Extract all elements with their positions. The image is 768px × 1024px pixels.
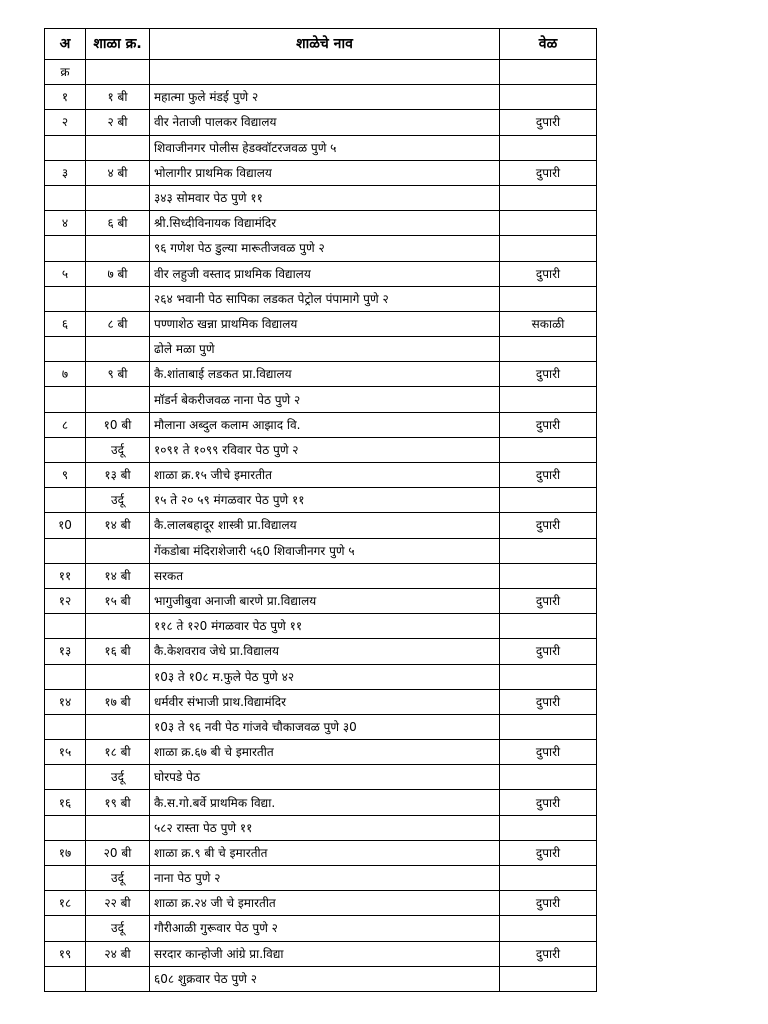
session-time-cell: दुपारी	[500, 362, 597, 387]
school-code-cell: उर्दू	[86, 437, 150, 462]
school-code-cell: १७ बी	[86, 689, 150, 714]
school-code-cell: ८ बी	[86, 311, 150, 336]
table-row	[45, 488, 597, 513]
serial-cell: २	[45, 110, 86, 135]
session-time-cell: दुपारी	[500, 513, 597, 538]
serial-cell	[45, 614, 86, 639]
school-code-cell	[86, 966, 150, 991]
school-code-cell	[86, 538, 150, 563]
table-row	[45, 160, 597, 185]
serial-cell	[45, 387, 86, 412]
school-name-cell: भागुजीबुवा अनाजी बारणे प्रा.विद्यालय	[150, 588, 500, 613]
serial-cell: १४	[45, 689, 86, 714]
session-time-cell	[500, 236, 597, 261]
school-code-cell: उर्दू	[86, 765, 150, 790]
school-name-cell: धर्मवीर संभाजी प्राथ.विद्यामंदिर	[150, 689, 500, 714]
school-name-cell: शाळा क्र.६७ बी चे इमारतीत	[150, 740, 500, 765]
school-name-cell: पण्णाशेठ खन्ना प्राथमिक विद्यालय	[150, 311, 500, 336]
serial-cell: १६	[45, 790, 86, 815]
school-name-cell: शिवाजीनगर पोलीस हेडक्वॉटरजवळ पुणे ५	[150, 135, 500, 160]
session-time-cell: दुपारी	[500, 110, 597, 135]
school-code-cell: उर्दू	[86, 866, 150, 891]
serial-cell	[45, 916, 86, 941]
school-name-cell: १०९१ ते १०९९ रविवार पेठ पुणे २	[150, 437, 500, 462]
school-name-cell: ११८ ते १२0 मंगळवार पेठ पुणे ११	[150, 614, 500, 639]
school-name-cell: ५८२ रास्ता पेठ पुणे ११	[150, 815, 500, 840]
school-code-cell	[86, 135, 150, 160]
serial-cell: १0	[45, 513, 86, 538]
table-row	[45, 815, 597, 840]
table-row	[45, 765, 597, 790]
school-code-cell: ४ बी	[86, 160, 150, 185]
school-name-cell: ९६ गणेश पेठ डुल्या मारूतीजवळ पुणे २	[150, 236, 500, 261]
session-time-cell	[500, 563, 597, 588]
school-code-cell: उर्दू	[86, 916, 150, 941]
school-name-cell: शाळा क्र.१५ जीचे इमारतीत	[150, 463, 500, 488]
table-row	[45, 563, 597, 588]
school-name-cell: सरकत	[150, 563, 500, 588]
school-code-cell: १४ बी	[86, 513, 150, 538]
session-time-cell: दुपारी	[500, 261, 597, 286]
session-time-cell	[500, 437, 597, 462]
session-time-cell	[500, 765, 597, 790]
table-row	[45, 412, 597, 437]
school-name-cell: ३४३ सोमवार पेठ पुणे ११	[150, 185, 500, 210]
serial-cell: १	[45, 85, 86, 110]
serial-cell: ११	[45, 563, 86, 588]
table-row	[45, 85, 597, 110]
serial-cell: ९	[45, 463, 86, 488]
school-code-cell	[86, 614, 150, 639]
table-row	[45, 236, 597, 261]
table-row	[45, 311, 597, 336]
table-row	[45, 261, 597, 286]
table-row	[45, 387, 597, 412]
school-name-cell: घोरपडे पेठ	[150, 765, 500, 790]
session-time-cell: दुपारी	[500, 941, 597, 966]
session-time-cell: सकाळी	[500, 311, 597, 336]
school-code-cell	[86, 337, 150, 362]
session-time-cell: दुपारी	[500, 588, 597, 613]
table-row	[45, 588, 597, 613]
school-name-cell	[150, 60, 500, 85]
session-time-cell: दुपारी	[500, 740, 597, 765]
serial-cell	[45, 488, 86, 513]
session-time-cell: दुपारी	[500, 463, 597, 488]
serial-cell: ७	[45, 362, 86, 387]
school-code-cell: २ बी	[86, 110, 150, 135]
school-name-cell: भोलागीर प्राथमिक विद्यालय	[150, 160, 500, 185]
session-time-cell	[500, 714, 597, 739]
table-row	[45, 135, 597, 160]
school-name-cell: वीर लहुजी वस्ताद प्राथमिक विद्यालय	[150, 261, 500, 286]
session-time-cell	[500, 60, 597, 85]
session-time-cell: दुपारी	[500, 160, 597, 185]
header-session-time: वेळ	[500, 29, 597, 60]
table-row	[45, 664, 597, 689]
table-row	[45, 614, 597, 639]
session-time-cell	[500, 488, 597, 513]
session-time-cell	[500, 966, 597, 991]
school-code-cell: १६ बी	[86, 639, 150, 664]
serial-cell: क्र	[45, 60, 86, 85]
serial-cell	[45, 437, 86, 462]
serial-cell: १८	[45, 891, 86, 916]
serial-cell: ३	[45, 160, 86, 185]
school-code-cell: १४ बी	[86, 563, 150, 588]
school-list-table	[44, 28, 597, 992]
school-code-cell: १ बी	[86, 85, 150, 110]
school-code-cell	[86, 60, 150, 85]
school-code-cell: ६ बी	[86, 211, 150, 236]
serial-cell	[45, 966, 86, 991]
session-time-cell	[500, 866, 597, 891]
school-list-body	[45, 29, 597, 992]
header-school-code: शाळा क्र.	[86, 29, 150, 60]
school-name-cell: १0३ ते १0८ म.फुले पेठ पुणे ४२	[150, 664, 500, 689]
school-name-cell: ढोले मळा पुणे	[150, 337, 500, 362]
table-row	[45, 211, 597, 236]
table-row	[45, 362, 597, 387]
school-name-cell: कै.केशवराव जेधे प्रा.विद्यालय	[150, 639, 500, 664]
serial-cell	[45, 286, 86, 311]
header-serial: अ	[45, 29, 86, 60]
school-code-cell	[86, 185, 150, 210]
session-time-cell: दुपारी	[500, 412, 597, 437]
school-name-cell: महात्मा फुले मंडई पुणे २	[150, 85, 500, 110]
serial-cell	[45, 765, 86, 790]
school-name-cell: १५ ते २० ५९ मंगळवार पेठ पुणे ११	[150, 488, 500, 513]
table-row	[45, 966, 597, 991]
session-time-cell	[500, 538, 597, 563]
school-name-cell: शाळा क्र.९ बी चे इमारतीत	[150, 840, 500, 865]
school-code-cell	[86, 815, 150, 840]
school-name-cell: वीर नेताजी पालकर विद्यालय	[150, 110, 500, 135]
session-time-cell	[500, 211, 597, 236]
school-name-cell: १0३ ते ९६ नवी पेठ गांजवे चौकाजवळ पुणे ३0	[150, 714, 500, 739]
table-row	[45, 437, 597, 462]
school-code-cell	[86, 664, 150, 689]
serial-cell: ८	[45, 412, 86, 437]
serial-cell	[45, 866, 86, 891]
school-code-cell: २२ बी	[86, 891, 150, 916]
table-row	[45, 463, 597, 488]
table-row	[45, 941, 597, 966]
table-header-row	[45, 29, 597, 60]
header-school-name: शाळेचे नाव	[150, 29, 500, 60]
table-row	[45, 513, 597, 538]
school-code-cell: २४ बी	[86, 941, 150, 966]
table-row	[45, 891, 597, 916]
table-row	[45, 286, 597, 311]
session-time-cell: दुपारी	[500, 891, 597, 916]
serial-cell	[45, 185, 86, 210]
school-code-cell: १८ बी	[86, 740, 150, 765]
table-row	[45, 714, 597, 739]
school-name-cell: कै.लालबहादूर शास्त्री प्रा.विद्यालय	[150, 513, 500, 538]
school-code-cell: २0 बी	[86, 840, 150, 865]
session-time-cell	[500, 337, 597, 362]
session-time-cell	[500, 815, 597, 840]
session-time-cell	[500, 85, 597, 110]
school-name-cell: गेंकडोबा मंदिराशेजारी ५६0 शिवाजीनगर पुणे ५	[150, 538, 500, 563]
school-code-cell	[86, 236, 150, 261]
school-code-cell	[86, 387, 150, 412]
table-row	[45, 916, 597, 941]
table-row	[45, 538, 597, 563]
table-row	[45, 740, 597, 765]
school-code-cell	[86, 286, 150, 311]
table-row	[45, 866, 597, 891]
serial-cell: १७	[45, 840, 86, 865]
serial-cell	[45, 337, 86, 362]
session-time-cell	[500, 916, 597, 941]
school-name-cell: मौलाना अब्दुल कलाम आझाद वि.	[150, 412, 500, 437]
school-code-cell: १0 बी	[86, 412, 150, 437]
serial-cell	[45, 538, 86, 563]
table-row	[45, 639, 597, 664]
serial-cell	[45, 236, 86, 261]
serial-cell	[45, 664, 86, 689]
school-code-cell: १३ बी	[86, 463, 150, 488]
school-name-cell: सरदार कान्होजी आंग्रे प्रा.विद्या	[150, 941, 500, 966]
serial-cell: १२	[45, 588, 86, 613]
serial-cell	[45, 714, 86, 739]
session-time-cell	[500, 286, 597, 311]
serial-cell: १९	[45, 941, 86, 966]
table-row	[45, 689, 597, 714]
school-code-cell: १५ बी	[86, 588, 150, 613]
school-code-cell: ७ बी	[86, 261, 150, 286]
school-code-cell: उर्दू	[86, 488, 150, 513]
session-time-cell	[500, 135, 597, 160]
serial-cell: १५	[45, 740, 86, 765]
table-row	[45, 840, 597, 865]
session-time-cell: दुपारी	[500, 689, 597, 714]
table-row	[45, 60, 597, 85]
school-code-cell	[86, 714, 150, 739]
session-time-cell	[500, 185, 597, 210]
session-time-cell: दुपारी	[500, 639, 597, 664]
serial-cell: ६	[45, 311, 86, 336]
school-name-cell: शाळा क्र.२४ जी चे इमारतीत	[150, 891, 500, 916]
school-name-cell: कै.शांताबाई लडकत प्रा.विद्यालय	[150, 362, 500, 387]
school-name-cell: गौरीआळी गुरूवार पेठ पुणे २	[150, 916, 500, 941]
school-name-cell: श्री.सिध्दीविनायक विद्यामंदिर	[150, 211, 500, 236]
school-name-cell: नाना पेठ पुणे २	[150, 866, 500, 891]
session-time-cell: दुपारी	[500, 790, 597, 815]
session-time-cell	[500, 387, 597, 412]
serial-cell: ४	[45, 211, 86, 236]
session-time-cell: दुपारी	[500, 840, 597, 865]
table-row	[45, 337, 597, 362]
school-code-cell: १९ बी	[86, 790, 150, 815]
serial-cell	[45, 815, 86, 840]
table-row	[45, 790, 597, 815]
session-time-cell	[500, 664, 597, 689]
school-name-cell: कै.स.गो.बर्वे प्राथमिक विद्या.	[150, 790, 500, 815]
serial-cell	[45, 135, 86, 160]
table-row	[45, 185, 597, 210]
school-name-cell: २६४ भवानी पेठ सापिका लडकत पेट्रोल पंपामागे पुणे २	[150, 286, 500, 311]
table-row	[45, 110, 597, 135]
serial-cell: ५	[45, 261, 86, 286]
school-name-cell: मॉडर्न बेकरीजवळ नाना पेठ पुणे २	[150, 387, 500, 412]
school-code-cell: ९ बी	[86, 362, 150, 387]
school-name-cell: ६0८ शुक्रवार पेठ पुणे २	[150, 966, 500, 991]
session-time-cell	[500, 614, 597, 639]
serial-cell: १३	[45, 639, 86, 664]
